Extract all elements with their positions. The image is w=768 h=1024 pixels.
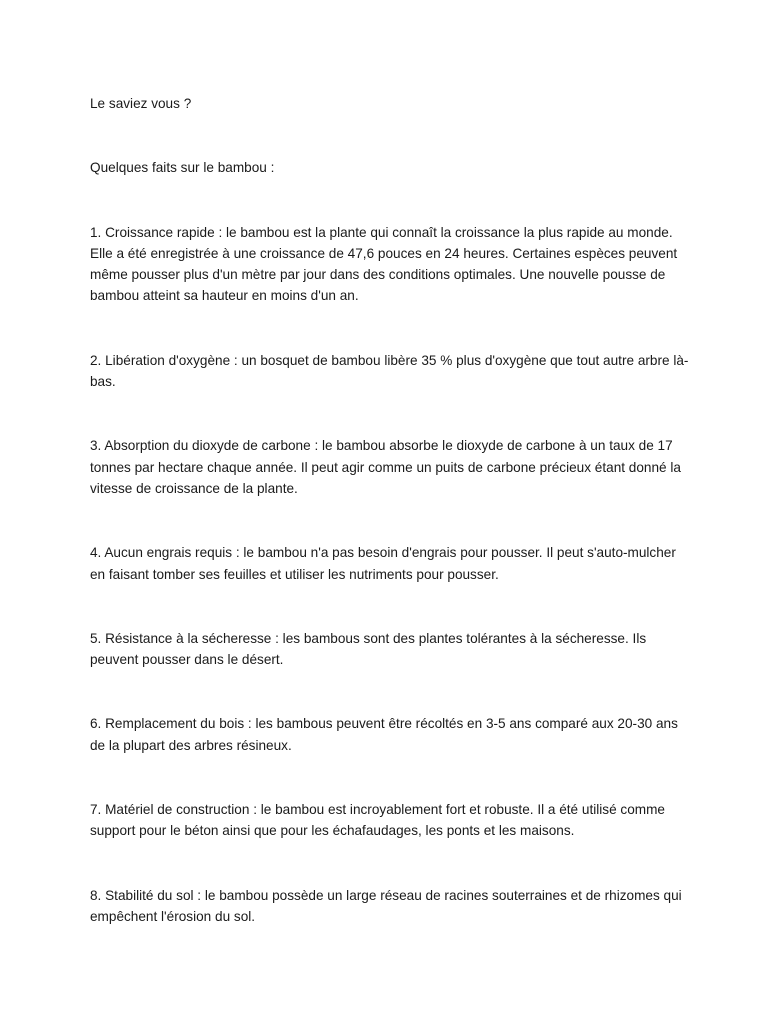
fact-paragraph-7: 7. Matériel de construction : le bambou est incroyablement fort et robuste. Il a été utilisé comme support pour le béton ainsi que pour les échafaudages, les ponts et les maisons. [90,802,665,839]
fact-paragraph-8: 8. Stabilité du sol : le bambou possède un large réseau de racines souterraines et de rhizomes qui empêchent l'érosion du sol. [90,887,682,924]
fact-paragraph-3: 3. Absorption du dioxyde de carbone : le bambou absorbe le dioxyde de carbone à un taux de 17 tonnes par hectare chaque année. Il peut agir comme un puits de carbone précieux étant donné la vitesse de croissance de la plante. [90,438,681,496]
fact-paragraph-6: 6. Remplacement du bois : les bambous peuvent être récoltés en 3-5 ans comparé aux 20-30 ans de la plupart des arbres résineux. [90,716,678,753]
fact-paragraph-5: 5. Résistance à la sécheresse : les bambous sont des plantes tolérantes à la sécheresse. Ils peuvent pousser dans le désert. [90,630,647,668]
document-page [90,93,690,927]
fact-paragraph-4: 4. Aucun engrais requis : le bambou n'a pas besoin d'engrais pour pousser. Il peut s'auto-mulcher en faisant tomber ses feuilles et utiliser les nutriments pour pousser. [90,545,676,582]
fact-paragraph-2: 2. Libération d'oxygène : un bosquet de bambou libère 35 % plus d'oxygène que tout autre arbre là-bas. [90,352,689,390]
intro-heading: Le saviez vous ? [90,96,192,111]
fact-paragraph-1: 1. Croissance rapide : le bambou est la plante qui connaît la croissance la plus rapide au monde. Elle a été enregistrée à une croissance de 47,6 pouces en 24 heures. Certaines espèces peuvent même pousser plus d'un mètre par jour dans des conditions optimales. Une nouvelle pousse de bambou atteint sa hauteur en moins d'un an. [90,224,678,304]
facts-subtitle: Quelques faits sur le bambou : [90,160,275,176]
